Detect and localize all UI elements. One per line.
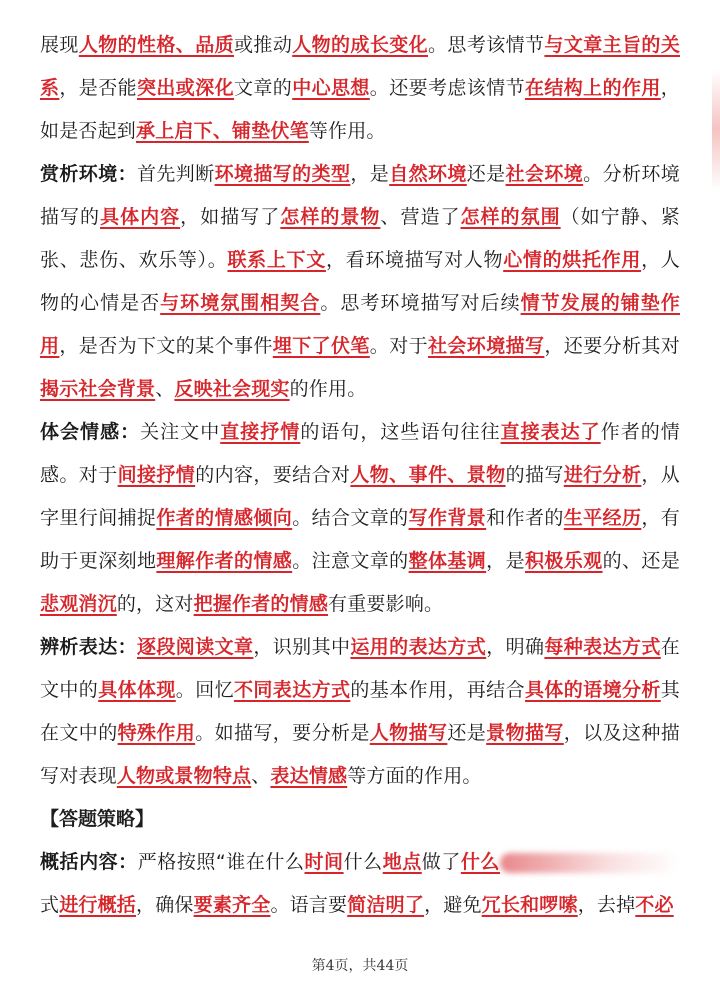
highlighted-keyword: 具体体现 bbox=[98, 679, 176, 701]
highlighted-keyword: 悲观消沉 bbox=[40, 593, 117, 615]
highlighted-keyword: 作者的情感倾向 bbox=[156, 507, 293, 529]
highlighted-keyword: 整体基调 bbox=[408, 550, 487, 572]
paragraph-heading: 概括内容： bbox=[40, 851, 138, 873]
highlighted-keyword: 揭示社会背景 bbox=[40, 378, 156, 400]
body-text: 。语言要 bbox=[270, 894, 348, 916]
highlighted-keyword: 埋下了伏笔 bbox=[272, 335, 370, 357]
highlighted-keyword: 情节发展的铺垫作用 bbox=[40, 292, 680, 357]
body-text: ，是否为下文的某个事件 bbox=[59, 335, 273, 357]
paragraph bbox=[40, 24, 680, 153]
body-text: 还是 bbox=[447, 722, 487, 744]
body-text: ，有助于更深刻地 bbox=[40, 507, 680, 572]
highlighted-keyword: 简洁明了 bbox=[347, 894, 425, 916]
body-text: ，避免 bbox=[424, 894, 482, 916]
highlighted-keyword: 人物描写 bbox=[369, 722, 448, 744]
highlighted-keyword: 地点 bbox=[382, 851, 422, 873]
body-text: ，识别其中 bbox=[253, 636, 351, 658]
highlighted-keyword: 直接表达了 bbox=[500, 421, 601, 443]
body-text: 在文中的 bbox=[40, 636, 680, 701]
body-text: 。对于 bbox=[369, 335, 428, 357]
highlighted-keyword: 理解作者的情感 bbox=[156, 550, 293, 572]
highlighted-keyword: 与文章主旨的关系 bbox=[40, 34, 681, 99]
highlighted-keyword: 景物描写 bbox=[486, 722, 564, 744]
section-title: 【答题策略】 bbox=[40, 808, 155, 830]
highlighted-keyword: 联系上下文 bbox=[227, 249, 326, 271]
body-text: 关注文中 bbox=[140, 421, 221, 443]
highlighted-keyword: 在结构上的作用 bbox=[524, 77, 661, 99]
body-text: 、营造了 bbox=[380, 206, 461, 228]
body-paragraphs bbox=[40, 24, 680, 798]
paragraph-heading: 体会情感： bbox=[40, 421, 141, 443]
body-text: ，如描写了 bbox=[180, 206, 281, 228]
highlighted-keyword: 不必 bbox=[635, 894, 674, 916]
body-text: ，是 bbox=[350, 163, 390, 185]
highlighted-keyword: 人物或景物特点 bbox=[116, 765, 252, 787]
highlighted-keyword: 每种表达方式 bbox=[544, 636, 661, 658]
highlighted-keyword: 社会环境 bbox=[505, 163, 584, 185]
body-text: 还是 bbox=[466, 163, 506, 185]
body-text: 。回忆 bbox=[175, 679, 234, 701]
highlighted-keyword: 什么 bbox=[460, 851, 500, 873]
faded-text-mask bbox=[500, 853, 680, 873]
summary-paragraph bbox=[40, 841, 680, 927]
body-text: 式 bbox=[40, 894, 60, 916]
highlighted-keyword: 人物的性格、品质 bbox=[78, 34, 235, 56]
highlighted-keyword: 社会环境描写 bbox=[428, 335, 545, 357]
body-text: ，从字里行间捕捉 bbox=[40, 464, 680, 529]
highlighted-keyword: 写作背景 bbox=[408, 507, 487, 529]
highlighted-keyword: 反映社会现实 bbox=[174, 378, 290, 400]
highlighted-keyword: 直接抒情 bbox=[220, 421, 301, 443]
body-text: 等作用。 bbox=[308, 120, 386, 142]
body-text: 。如描写，要分析是 bbox=[195, 722, 370, 744]
highlighted-keyword: 与环境氛围相契合 bbox=[160, 292, 321, 314]
body-text: 。还要考虑该情节 bbox=[369, 77, 525, 99]
highlighted-keyword: 环境描写的类型 bbox=[214, 163, 351, 185]
highlighted-keyword: 进行概括 bbox=[59, 894, 137, 916]
highlighted-keyword: 具体内容 bbox=[100, 206, 181, 228]
paragraph bbox=[40, 626, 680, 798]
body-text: ，看环境描写对人物 bbox=[325, 249, 504, 271]
body-text: 严格按照“谁在什么 bbox=[137, 851, 305, 873]
highlighted-keyword: 积极乐观 bbox=[524, 550, 603, 572]
body-text: 做了 bbox=[421, 851, 461, 873]
highlighted-keyword: 表达情感 bbox=[270, 765, 348, 787]
highlighted-keyword: 把握作者的情感 bbox=[193, 593, 329, 615]
body-text: ，去掉 bbox=[577, 894, 636, 916]
body-text: 的内容，要结合对 bbox=[195, 464, 351, 486]
body-text: 。结合文章的 bbox=[292, 507, 409, 529]
body-text: ，明确 bbox=[486, 636, 545, 658]
scroll-indicator[interactable] bbox=[712, 70, 720, 190]
body-text: 什么 bbox=[343, 851, 383, 873]
body-text: ，如是否起到 bbox=[40, 77, 680, 142]
paragraph bbox=[40, 411, 680, 626]
body-text: 。分析环境描写的 bbox=[40, 163, 680, 228]
highlighted-keyword: 进行分析 bbox=[563, 464, 642, 486]
highlighted-keyword: 中心思想 bbox=[292, 77, 370, 99]
highlighted-keyword: 生平经历 bbox=[563, 507, 642, 529]
body-text: 等方面的作用。 bbox=[347, 765, 482, 787]
body-text: （如宁静、紧张、悲伤、欢乐等）。 bbox=[40, 206, 680, 271]
body-text: 。思考环境描写对后续 bbox=[320, 292, 521, 314]
paragraph-heading: 赏析环境： bbox=[40, 163, 137, 185]
highlighted-keyword: 怎样的氛围 bbox=[460, 206, 561, 228]
body-text: ，确保 bbox=[136, 894, 194, 916]
body-text: 。注意文章的 bbox=[292, 550, 409, 572]
highlighted-keyword: 怎样的景物 bbox=[280, 206, 381, 228]
body-text: ，是 bbox=[486, 550, 525, 572]
highlighted-keyword: 时间 bbox=[304, 851, 344, 873]
body-text: ，是否能 bbox=[59, 77, 137, 99]
body-text: 的作用。 bbox=[289, 378, 367, 400]
body-text: 和作者的 bbox=[486, 507, 564, 529]
paragraph-heading: 辨析表达： bbox=[40, 636, 137, 658]
highlighted-keyword: 冗长和啰嗦 bbox=[481, 894, 578, 916]
body-text: 有重要影响。 bbox=[328, 593, 444, 615]
body-text: 的基本作用，再结合 bbox=[350, 679, 525, 701]
body-text: 。思考该情节 bbox=[428, 34, 545, 56]
body-text: ，还要分析其对 bbox=[544, 335, 680, 357]
body-text: 展现 bbox=[40, 34, 79, 56]
body-text: 作者的情感。对于 bbox=[40, 421, 680, 486]
body-text: 其在文中的 bbox=[40, 679, 680, 744]
body-text: 的描写 bbox=[505, 464, 564, 486]
highlighted-keyword: 人物、事件、景物 bbox=[350, 464, 506, 486]
document-page bbox=[40, 24, 680, 927]
highlighted-keyword: 要素齐全 bbox=[193, 894, 271, 916]
highlighted-keyword: 运用的表达方式 bbox=[350, 636, 487, 658]
highlighted-keyword: 自然环境 bbox=[389, 163, 467, 185]
highlighted-keyword: 间接抒情 bbox=[117, 464, 196, 486]
highlighted-keyword: 具体的语境分析 bbox=[524, 679, 661, 701]
highlighted-keyword: 人物的成长变化 bbox=[292, 34, 429, 56]
body-text: 文章的 bbox=[234, 77, 293, 99]
body-text: ，人物的心情是否 bbox=[40, 249, 680, 314]
highlighted-keyword: 承上启下、铺垫伏笔 bbox=[136, 120, 309, 142]
highlighted-keyword: 不同表达方式 bbox=[234, 679, 351, 701]
highlighted-keyword: 特殊作用 bbox=[117, 722, 196, 744]
highlighted-keyword: 逐段阅读文章 bbox=[137, 636, 254, 658]
body-text: 或推动 bbox=[234, 34, 293, 56]
body-text: 、 bbox=[251, 765, 271, 787]
body-text: ，以及这种描写对表现 bbox=[40, 722, 680, 787]
highlighted-keyword: 心情的烘托作用 bbox=[503, 249, 642, 271]
body-text: 的，这对 bbox=[116, 593, 194, 615]
body-text: 首先判断 bbox=[137, 163, 215, 185]
highlighted-keyword: 突出或深化 bbox=[137, 77, 234, 99]
body-text: 的语句，这些语句往往 bbox=[300, 421, 501, 443]
body-text: 、 bbox=[155, 378, 175, 400]
body-text: 的、还是 bbox=[602, 550, 680, 572]
page-number-footer: 第4页，共44页 bbox=[311, 958, 409, 974]
paragraph bbox=[40, 153, 680, 411]
